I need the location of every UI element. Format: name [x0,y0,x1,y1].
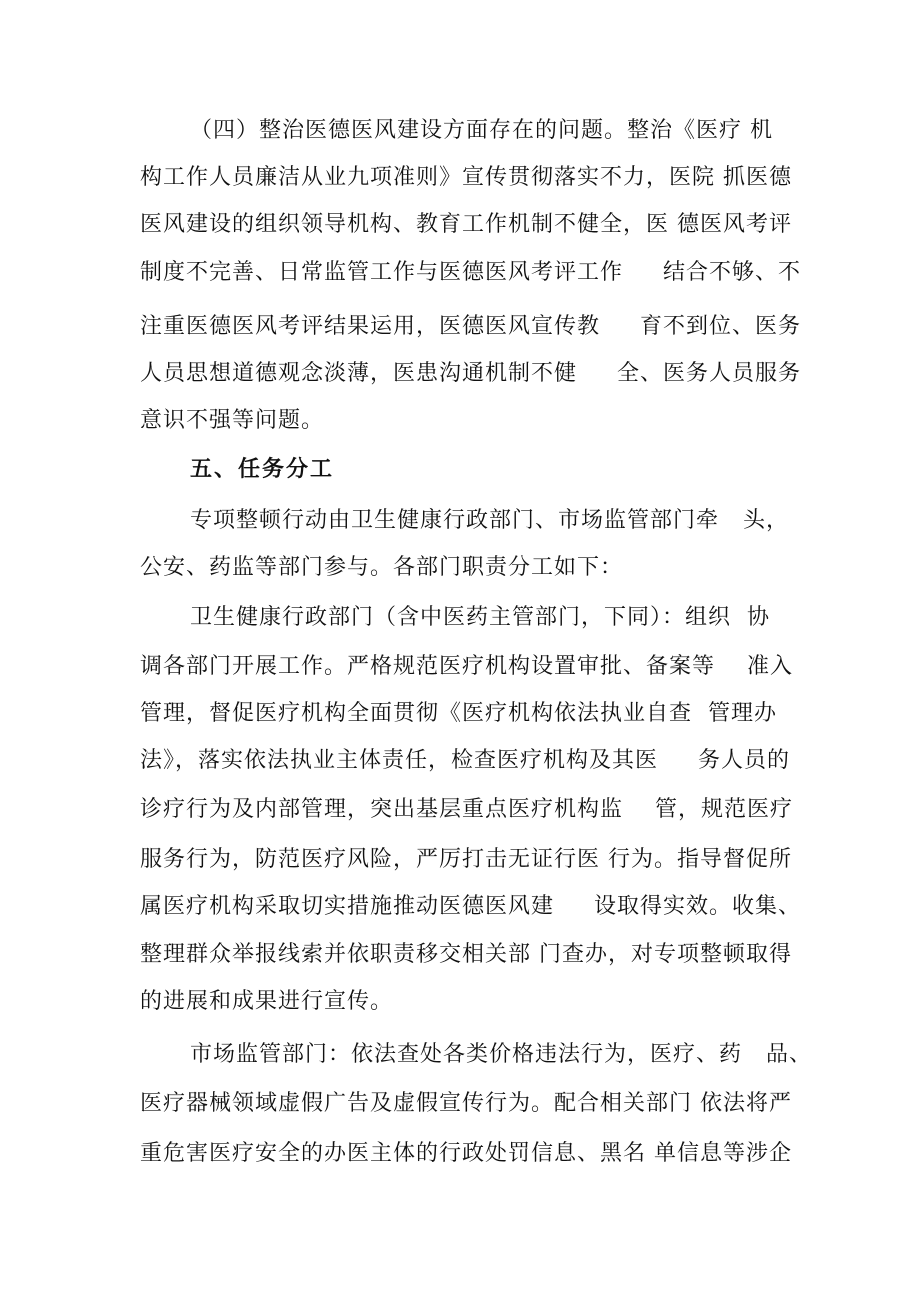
intro-line-1: 专项整顿行动由卫生健康行政部门、市场监管部门牵 头， [190,508,789,533]
market-dept-line-1: 市场监管部门：依法查处各类价格违法行为，医疗、药 品、 [190,1042,812,1067]
section4-line-2: 构工作人员廉洁从业九项准则》宣传贯彻落实不力，医院 抓医德 [140,165,792,190]
section4-line-5: 注重医德医风考评结果运用，医德医风宣传教 育不到位、医务 [140,314,801,339]
section4-line-1: （四）整治医德医风建设方面存在的问题。整治《医疗 机 [190,118,773,143]
health-dept-line-3: 管理，督促医疗机构全面贯彻《医疗机构依法执业自查 管理办 [140,701,777,726]
market-dept-line-3: 重危害医疗安全的办医主体的行政处罚信息、黑名 单信息等涉企 [140,1141,792,1166]
section4-line-3: 医风建设的组织领导机构、教育工作机制不健全，医 德医风考评 [140,212,792,237]
health-dept-line-8: 整理群众举报线索并依职责移交相关部 门查办，对专项整顿取得 [140,942,792,967]
health-dept-line-2: 调各部门开展工作。严格规范医疗机构设置审批、备案等 准入 [140,654,793,679]
market-dept-line-2: 医疗器械领域虚假广告及虚假宣传行为。配合相关部门 依法将严 [140,1091,792,1116]
health-dept-line-9: 的进展和成果进行宣传。 [140,989,394,1014]
health-dept-line-1: 卫生健康行政部门（含中医药主管部门，下同）：组织 协 [190,605,770,630]
health-dept-line-7: 属医疗机构采取切实措施推动医德医风建 设取得实效。收集、 [140,894,801,919]
section5-heading: 五、任务分工 [190,457,335,482]
section4-line-7: 意识不强等问题。 [140,408,325,433]
health-dept-line-6: 服务行为，防范医疗风险，严厉打击无证行医 行为。指导督促所 [140,847,792,872]
intro-line-2: 公安、药监等部门参与。各部门职责分工如下： [140,555,624,580]
section4-line-4: 制度不完善、日常监管工作与医德医风考评工作 结合不够、不 [140,260,801,285]
health-dept-line-4: 法》，落实依法执业主体责任，检查医疗机构及其医 务人员的 [140,748,790,773]
health-dept-line-5: 诊疗行为及内部管理，突出基层重点医疗机构监 管，规范医疗 [140,797,793,822]
section4-line-6: 人员思想道德观念淡薄，医患沟通机制不健 全、医务人员服务 [140,361,801,386]
